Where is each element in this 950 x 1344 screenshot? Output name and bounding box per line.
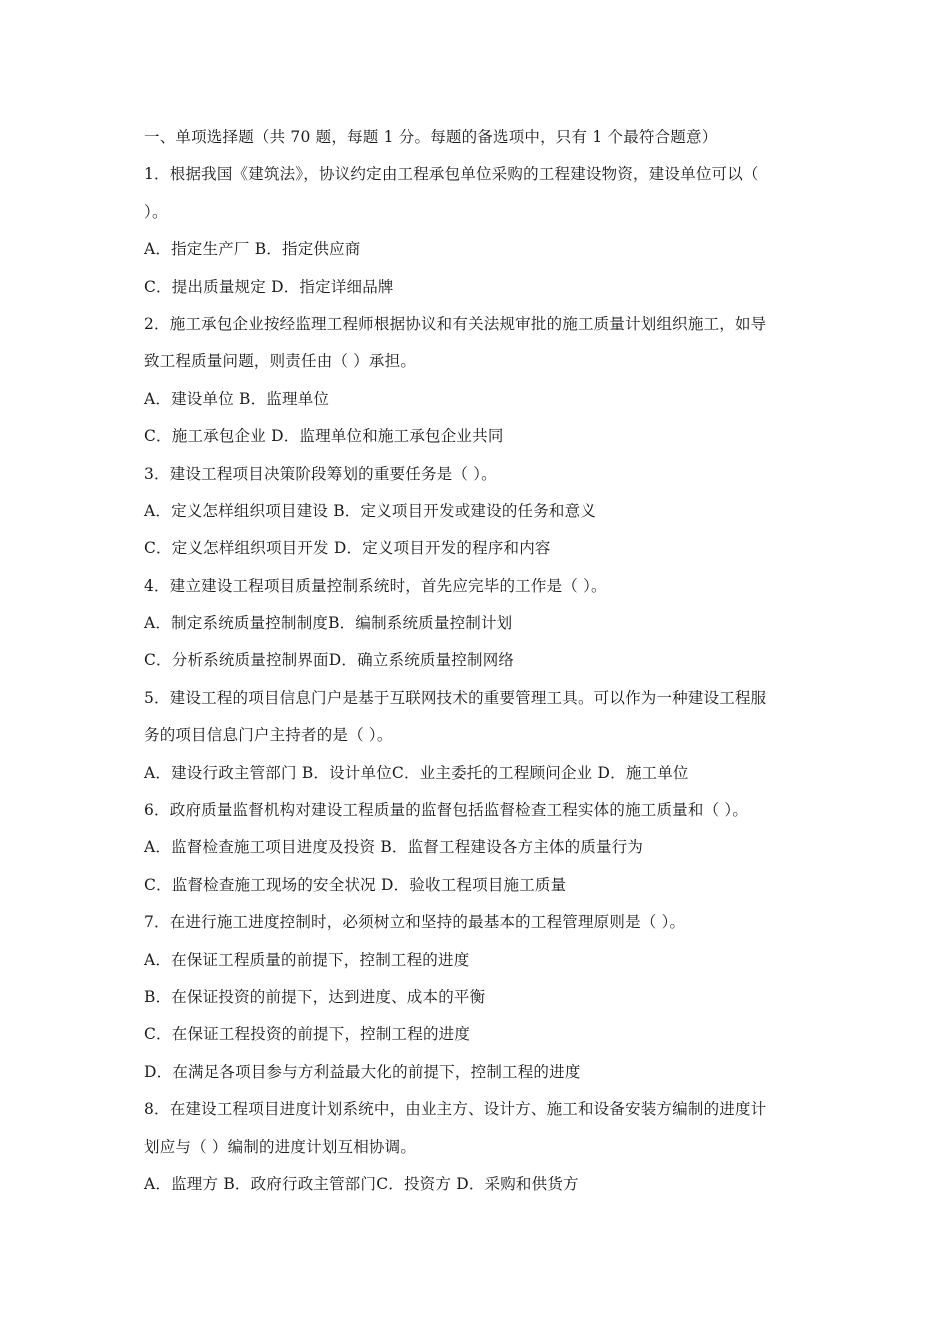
question-5-stem-cont: 务的项目信息门户主持者的是（ ）。 <box>144 726 393 745</box>
question-8-stem-cont: 划应与（ ）编制的进度计划互相协调。 <box>144 1137 417 1156</box>
question-7-option-d: D．在满足各项目参与方利益最大化的前提下，控制工程的进度 <box>144 1062 581 1081</box>
question-2-options-ab: A．建设单位 B．监理单位 <box>144 389 330 408</box>
question-1-stem: 1．根据我国《建筑法》，协议约定由工程承包单位采购的工程建设物资，建设单位可以（ <box>144 165 759 184</box>
question-3-stem: 3．建设工程项目决策阶段筹划的重要任务是（ ）。 <box>144 464 497 483</box>
question-1-options-cd: C．提出质量规定 D．指定详细品牌 <box>144 277 394 296</box>
question-4-options-cd: C．分析系统质量控制界面D．确立系统质量控制网络 <box>144 651 515 670</box>
question-3-options-ab: A．定义怎样组织项目建设 B．定义项目开发或建设的任务和意义 <box>144 501 597 520</box>
question-2-options-cd: C．施工承包企业 D．监理单位和施工承包企业共同 <box>144 427 504 446</box>
question-6-options-ab: A．监督检查施工项目进度及投资 B．监督工程建设各方主体的质量行为 <box>144 838 644 857</box>
question-5-stem: 5．建设工程的项目信息门户是基于互联网技术的重要管理工具。可以作为一种建设工程服 <box>144 688 767 707</box>
section-heading: 一、单项选择题（共 70 题，每题 1 分。每题的备选项中，只有 1 个最符合题意） <box>144 128 718 146</box>
question-4-options-ab: A．制定系统质量控制制度B．编制系统质量控制计划 <box>144 614 513 633</box>
question-4-stem: 4．建立建设工程项目质量控制系统时，首先应完毕的工作是（ ）。 <box>144 576 607 595</box>
question-8-stem: 8．在建设工程项目进度计划系统中，由业主方、设计方、施工和设备安装方编制的进度计 <box>144 1100 767 1119</box>
question-5-options: A．建设行政主管部门 B．设计单位C．业主委托的工程顾问企业 D．施工单位 <box>144 763 689 782</box>
question-7-stem: 7．在进行施工进度控制时，必须树立和坚持的最基本的工程管理原则是（ ）。 <box>144 913 686 932</box>
question-2-stem-cont: 致工程质量问题，则责任由（ ）承担。 <box>144 352 417 371</box>
question-7-option-b: B．在保证投资的前提下，达到进度、成本的平衡 <box>144 987 486 1006</box>
question-7-option-a: A．在保证工程质量的前提下，控制工程的进度 <box>144 950 470 969</box>
question-2-stem: 2．施工承包企业按经监理工程师根据协议和有关法规审批的施工质量计划组织施工，如导 <box>144 314 767 333</box>
question-1-stem-cont: ）。 <box>144 202 168 221</box>
document-body <box>144 119 814 1203</box>
question-6-options-cd: C．监督检查施工现场的安全状况 D．验收工程项目施工质量 <box>144 875 567 894</box>
question-3-options-cd: C．定义怎样组织项目开发 D．定义项目开发的程序和内容 <box>144 539 551 558</box>
question-6-stem: 6．政府质量监督机构对建设工程质量的监督包括监督检查工程实体的施工质量和（ ）。 <box>144 801 749 820</box>
question-8-options: A．监理方 B．政府行政主管部门C．投资方 D．采购和供货方 <box>144 1174 579 1193</box>
question-7-option-c: C．在保证工程投资的前提下，控制工程的进度 <box>144 1025 471 1044</box>
question-1-options-ab: A．指定生产厂 B．指定供应商 <box>144 240 361 259</box>
